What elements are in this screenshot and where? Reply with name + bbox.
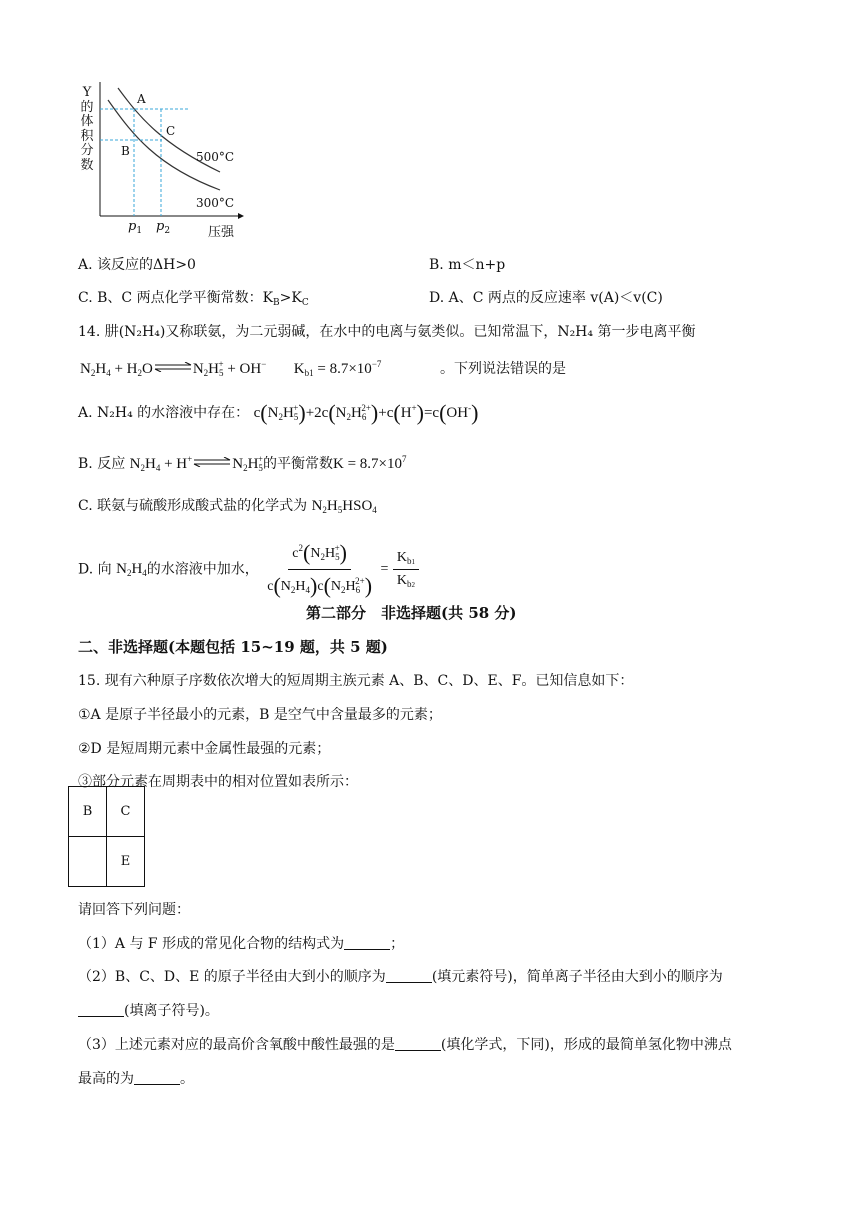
q15-prompt: 请回答下列问题： [78, 902, 190, 918]
answer-blank[interactable] [344, 937, 390, 950]
point-a-label: A [137, 92, 146, 106]
q14-d-fraction-left: $\frac{c^2(N_2H_5^+)}{c(N_2H_4)c(N_2H_6^{2+})}$ [267, 540, 373, 599]
q15-sub1 [78, 937, 404, 951]
q14-b-prefix: B. 反应 [78, 456, 126, 472]
q13-c-mid: >K [279, 290, 302, 306]
y-label-ch5: 数 [80, 157, 94, 173]
q14-d-prefix: D. 向 [78, 561, 112, 578]
q14-b-k-exp: 7 [402, 454, 407, 464]
q14-d-n2h4: $N_2H_4$ [116, 561, 147, 579]
q14-b-k-value: K = 8.7×10 [332, 456, 402, 472]
q14-eq-tail: 。下列说法错误的是 [440, 361, 566, 377]
p2-text: p [156, 219, 165, 234]
q15-sub3-b: (填化学式，下同)，形成的最简单氢化物中沸点 [440, 1037, 732, 1053]
answer-blank[interactable] [395, 1038, 441, 1051]
q14-d-fraction-right: $\frac{K_{b1}}{K_{b2}}$ [393, 550, 419, 591]
q14-kb-exp: −7 [371, 359, 382, 369]
table-cell: B [69, 787, 107, 837]
q15-info-2: ②D 是短周期元素中金属性最强的元素； [78, 741, 331, 757]
q14-b-mid: 的平衡常数 [262, 456, 333, 472]
q14-option-d: D. 向 $N_2H_4$的水溶液中加水， $\frac{c^2(N_2H_5^+)}{c(N_2H_4)c(N_2H_6^{2+})}$ = $\frac{K_{b1}}{K_{b2}}$ [78, 540, 419, 600]
y-label-ch4: 分 [80, 143, 94, 158]
answer-blank[interactable] [134, 1072, 180, 1085]
p2-sub: 2 [164, 226, 171, 236]
y-label-ch1: 的 [80, 99, 94, 115]
p1-text: p [128, 219, 137, 234]
q14-kb-sub: b1 [304, 368, 314, 378]
q15-sub2-b: (填元素符号)，简单离子半径由大到小的顺序为 [431, 969, 723, 985]
table-row [69, 837, 145, 887]
q13-c-sub2: C [301, 298, 309, 308]
q13-option-a: A. 该反应的ΔH>0 [78, 257, 196, 273]
p1-sub: 1 [136, 226, 143, 236]
q14-c-text: C. 联氨与硫酸形成酸式盐的化学式为 [78, 498, 308, 514]
q15-sub2 [78, 970, 723, 984]
q15-info-1: ①A 是原子半径最小的元素，B 是空气中含量最多的元素； [78, 707, 442, 723]
equilibrium-arrow [153, 362, 193, 372]
p2-label [156, 220, 170, 236]
q13-c-text: C. B、C 两点化学平衡常数：K [78, 290, 274, 306]
q14-a-prefix: A. N₂H₄ 的水溶液中存在： [78, 405, 250, 421]
q13-option-c [78, 291, 309, 308]
curve-300-label: 300°C [196, 196, 235, 210]
y-label-ch0: Y [82, 85, 92, 100]
y-axis-label [79, 86, 95, 173]
q15-stem: 15. 现有六种原子序数依次增大的短周期主族元素 A、B、C、D、E、F。已知信息如下： [78, 673, 634, 689]
table-cell: E [107, 837, 145, 887]
q15-sub1-a: （1）A 与 F 形成的常见化合物的结构式为 [78, 936, 345, 952]
q13-option-b: B. m＜n+p [429, 257, 506, 273]
q14-d-mid: 的水溶液中加水， [146, 561, 259, 578]
part2-title: 第二部分 非选择题(共 58 分) [306, 604, 517, 622]
q15-sub3 [78, 1038, 732, 1052]
table-cell [69, 837, 107, 887]
q14-c-formula: $N_2H_5HSO_4$ [311, 498, 377, 515]
answer-blank[interactable] [78, 1004, 124, 1017]
q15-sub1-b: ； [390, 936, 405, 952]
q14-kb [294, 361, 382, 377]
q14-kb-rhs: = 8.7×10 [313, 361, 372, 377]
q15-sub2-cont [78, 1004, 219, 1018]
q14-ionization-equation: $N_2H_4 + H_2O$ $N_2H_5^+ + OH^-$ $K_{b1} = 8.7\times 10^{-7}$ [80, 359, 382, 378]
table-row [69, 787, 145, 837]
periodic-position-table [68, 786, 145, 887]
y-label-ch3: 积 [80, 128, 94, 144]
q14-b-equation: $N_2H_4 + H^+$ $N_2H_5^+$ [129, 454, 263, 473]
p1-label [128, 220, 142, 236]
q15-sub3-d: 。 [180, 1071, 194, 1087]
q14-option-c [78, 499, 377, 515]
x-axis-label: 压强 [208, 225, 235, 240]
q15-sub3-c: 最高的为 [78, 1071, 134, 1087]
q14-b-k [333, 456, 407, 472]
q14-kb-k: K [293, 361, 305, 377]
q13-option-d: D. A、C 两点的反应速率 v(A)＜v(C) [429, 290, 663, 306]
q15-sub2-c: (填离子符号)。 [124, 1003, 219, 1019]
table-cell: C [107, 787, 145, 837]
q15-sub3-a: （3）上述元素对应的最高价含氧酸中酸性最强的是 [78, 1037, 395, 1053]
answer-blank[interactable] [386, 970, 432, 983]
q13-c-sub1: B [273, 298, 280, 308]
q14-option-b [78, 455, 407, 473]
x-axis-arrow [238, 213, 244, 219]
y-label-ch2: 体 [80, 114, 94, 129]
q14-stem: 14. 肼(N₂H₄)又称联氨，为二元弱碱，在水中的电离与氨类似。已知常温下，N₂H₄ 第一步电离平衡 [78, 324, 696, 340]
point-b-label: B [121, 144, 130, 158]
curve-500-label: 500°C [196, 150, 235, 164]
q15-info-3: ③部分元素在周期表中的相对位置如表所示： [78, 774, 358, 790]
equilibrium-arrow-b [192, 457, 232, 467]
section-heading: 二、非选择题(本题包括 15~19 题，共 5 题) [78, 638, 388, 656]
q14-a-formula: $c(N_2H_5^+)+2c(N_2H_6^{2+})+c(H^+)=c(OH^-)$ [253, 400, 479, 425]
point-c-label: C [166, 124, 176, 138]
q14-option-a [78, 402, 478, 424]
q15-sub2-a: （2）B、C、D、E 的原子半径由大到小的顺序为 [78, 969, 386, 985]
q15-sub3-cont [78, 1072, 194, 1086]
